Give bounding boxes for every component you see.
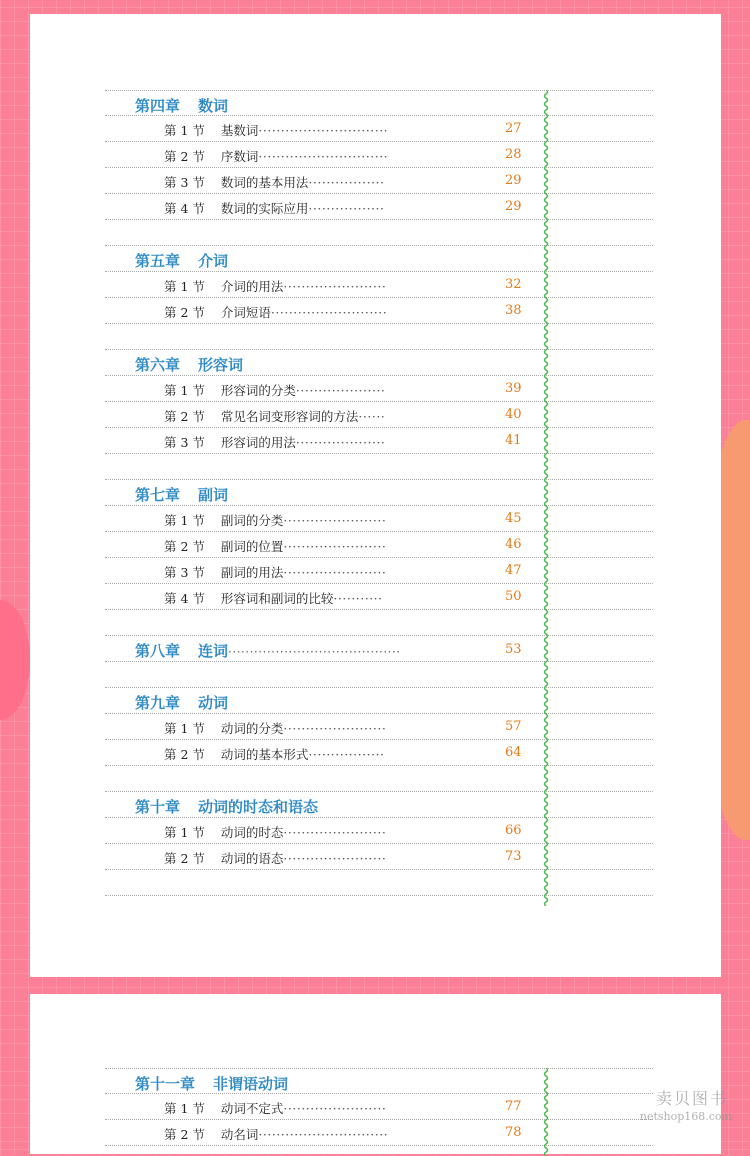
blank-ruled-line [105, 220, 653, 246]
section-title: 动词不定式 [220, 1101, 284, 1116]
page-number: 73 [505, 849, 522, 864]
chapter-row[interactable] [105, 792, 653, 818]
dot-leader: ······················· [283, 721, 387, 736]
section-entry [164, 147, 388, 165]
chapter-title: 形容词 [198, 356, 244, 374]
section-row[interactable] [105, 402, 653, 428]
chapter-row[interactable] [105, 246, 653, 272]
section-number: 第 1 节 [164, 513, 205, 528]
chapter-row[interactable] [105, 1068, 653, 1094]
section-number: 第 1 节 [164, 279, 205, 294]
section-row[interactable] [105, 532, 653, 558]
dot-leader: ······················· [283, 825, 387, 840]
section-row[interactable] [105, 194, 653, 220]
section-entry [164, 589, 383, 607]
section-title: 副词的用法 [220, 565, 284, 580]
dot-leader: ······················· [283, 565, 387, 580]
section-entry [164, 173, 384, 191]
section-title: 副词的分类 [220, 513, 284, 528]
section-number: 第 2 节 [164, 1127, 205, 1142]
page-number: 39 [505, 381, 522, 396]
section-number: 第 3 节 [164, 175, 205, 190]
section-number: 第 4 节 [164, 591, 205, 606]
page-number: 77 [505, 1099, 522, 1114]
section-row[interactable] [105, 818, 653, 844]
section-row[interactable] [105, 298, 653, 324]
blank-ruled-line [105, 324, 653, 350]
dot-leader: ····························· [258, 1127, 389, 1142]
section-number: 第 4 节 [164, 201, 205, 216]
wavy-margin-line [541, 90, 551, 906]
chapter-title: 动词的时态和语态 [198, 798, 319, 816]
blank-ruled-line [105, 870, 653, 896]
page-number: 57 [505, 719, 522, 734]
section-title: 常见名词变形容词的方法 [220, 409, 359, 424]
chapter-heading [135, 796, 318, 817]
chapter-heading [135, 354, 243, 375]
toc-page-2 [30, 994, 721, 1154]
chapter-title: 介词 [198, 252, 229, 270]
section-entry [164, 199, 384, 217]
dot-leader: ················· [308, 201, 385, 216]
page-number: 53 [505, 642, 522, 657]
page-number: 32 [505, 277, 522, 292]
chapter-number: 第七章 [135, 486, 181, 504]
section-entry [164, 537, 386, 555]
section-number: 第 2 节 [164, 747, 205, 762]
chapter-heading [135, 692, 228, 713]
chapter-row[interactable] [105, 688, 653, 714]
page-number: 38 [505, 303, 522, 318]
page-number: 66 [505, 823, 522, 838]
chapter-title: 连词 [198, 642, 229, 660]
section-entry [164, 745, 384, 763]
section-number: 第 2 节 [164, 851, 205, 866]
page-number: 47 [505, 563, 522, 578]
section-entry [164, 1099, 386, 1117]
section-title: 动词的基本形式 [220, 747, 309, 762]
section-title: 动词的语态 [220, 851, 284, 866]
wavy-margin-line [541, 1068, 551, 1156]
chapter-number: 第六章 [135, 356, 181, 374]
toc-list [105, 90, 653, 906]
section-number: 第 2 节 [164, 539, 205, 554]
section-title: 介词短语 [220, 305, 271, 320]
section-number: 第 1 节 [164, 383, 205, 398]
chapter-title: 副词 [198, 486, 229, 504]
dot-leader: ················· [308, 175, 385, 190]
section-title: 副词的位置 [220, 539, 284, 554]
chapter-heading [135, 640, 401, 661]
chapter-number: 第九章 [135, 694, 181, 712]
section-entry [164, 303, 387, 321]
chapter-title: 动词 [198, 694, 229, 712]
section-number: 第 1 节 [164, 825, 205, 840]
toc-page-1 [30, 14, 721, 977]
section-row[interactable] [105, 844, 653, 870]
section-title: 动词的分类 [220, 721, 284, 736]
dot-leader: ················· [308, 747, 385, 762]
section-title: 介词的用法 [220, 279, 284, 294]
section-number: 第 2 节 [164, 409, 205, 424]
blank-ruled-line [105, 662, 653, 688]
dot-leader: ···················· [295, 383, 386, 398]
section-entry [164, 511, 386, 529]
chapter-number: 第十章 [135, 798, 181, 816]
page-number: 46 [505, 537, 522, 552]
section-row[interactable] [105, 1120, 653, 1146]
section-row[interactable] [105, 376, 653, 402]
page-number: 27 [505, 121, 522, 136]
dot-leader: ····························· [258, 149, 389, 164]
decor-pink-blob [0, 600, 30, 720]
section-entry [164, 433, 385, 451]
section-title: 基数词 [220, 123, 259, 138]
dot-leader: ······················· [283, 851, 387, 866]
chapter-heading [135, 484, 228, 505]
section-number: 第 2 节 [164, 305, 205, 320]
section-row[interactable] [105, 116, 653, 142]
section-row[interactable] [105, 168, 653, 194]
section-title: 数词的基本用法 [220, 175, 309, 190]
chapter-row[interactable] [105, 350, 653, 376]
chapter-row[interactable] [105, 636, 653, 662]
section-title: 形容词的分类 [220, 383, 296, 398]
section-row[interactable] [105, 558, 653, 584]
chapter-heading [135, 250, 228, 271]
chapter-number: 第八章 [135, 642, 181, 660]
section-entry [164, 277, 386, 295]
section-row[interactable] [105, 714, 653, 740]
section-number: 第 1 节 [164, 123, 205, 138]
section-title: 动词的时态 [220, 825, 284, 840]
section-entry [164, 849, 386, 867]
section-row[interactable] [105, 506, 653, 532]
section-number: 第 3 节 [164, 435, 205, 450]
section-entry [164, 381, 385, 399]
chapter-number: 第十一章 [135, 1075, 196, 1093]
page-number: 29 [505, 173, 522, 188]
section-row[interactable] [105, 272, 653, 298]
chapter-row[interactable] [105, 480, 653, 506]
section-row[interactable] [105, 584, 653, 610]
dot-leader: ···················· [295, 435, 386, 450]
section-entry [164, 121, 388, 139]
watermark-brand: 卖贝图书 [655, 1089, 728, 1108]
chapter-number: 第四章 [135, 97, 181, 115]
section-number: 第 1 节 [164, 1101, 205, 1116]
section-title: 序数词 [220, 149, 259, 164]
dot-leader: ········································ [228, 645, 401, 659]
chapter-heading [135, 1073, 288, 1094]
section-entry [164, 563, 386, 581]
chapter-heading [135, 95, 228, 116]
page-number: 28 [505, 147, 522, 162]
blank-ruled-line [105, 610, 653, 636]
chapter-title: 非谓语动词 [213, 1075, 289, 1093]
page-number: 40 [505, 407, 522, 422]
page-number: 41 [505, 433, 522, 448]
section-title: 形容词的用法 [220, 435, 296, 450]
section-row[interactable] [105, 428, 653, 454]
section-row[interactable] [105, 142, 653, 168]
blank-ruled-line [105, 766, 653, 792]
chapter-row[interactable] [105, 90, 653, 116]
dot-leader: ······················· [283, 279, 387, 294]
blank-ruled-line [105, 454, 653, 480]
section-row[interactable] [105, 1094, 653, 1120]
section-entry [164, 407, 385, 425]
section-title: 动名词 [220, 1127, 259, 1142]
dot-leader: ······················· [283, 539, 387, 554]
page-number: 29 [505, 199, 522, 214]
page-number: 50 [505, 589, 522, 604]
dot-leader: ······················· [283, 1101, 387, 1116]
section-entry [164, 719, 386, 737]
section-title: 形容词和副词的比较 [220, 591, 334, 606]
section-title: 数词的实际应用 [220, 201, 309, 216]
dot-leader: ······ [358, 409, 386, 424]
dot-leader: ····························· [258, 123, 389, 138]
page-number: 78 [505, 1125, 522, 1140]
dot-leader: ······················· [283, 513, 387, 528]
toc-list [105, 1068, 653, 1156]
section-number: 第 1 节 [164, 721, 205, 736]
section-row[interactable] [105, 740, 653, 766]
page-number: 64 [505, 745, 522, 760]
section-number: 第 3 节 [164, 565, 205, 580]
watermark-site: netshop168.com [639, 1110, 732, 1123]
page-number: 45 [505, 511, 522, 526]
dot-leader: ·························· [270, 305, 388, 320]
section-number: 第 2 节 [164, 149, 205, 164]
chapter-title: 数词 [198, 97, 229, 115]
dot-leader: ··········· [333, 591, 383, 606]
section-entry [164, 1125, 388, 1143]
chapter-number: 第五章 [135, 252, 181, 270]
section-entry [164, 823, 386, 841]
